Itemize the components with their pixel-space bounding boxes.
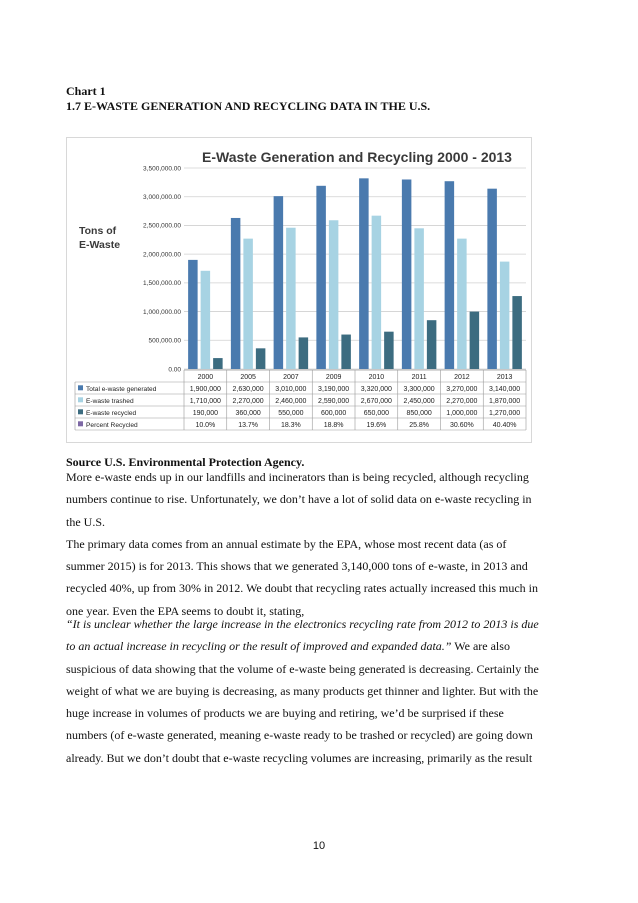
bar-total-e-waste-generated-2005 xyxy=(231,218,241,369)
table-cell: 2,460,000 xyxy=(275,397,307,405)
legend-swatch xyxy=(78,421,83,426)
text-line: summer 2015) is for 2013. This shows that we generated 3,140,000 tons of e-waste, in 2013 and xyxy=(66,559,528,574)
x-tick-label: 2000 xyxy=(197,374,214,381)
bar-e-waste-trashed-2005 xyxy=(243,239,253,369)
table-cell: 3,140,000 xyxy=(489,385,521,393)
bar-total-e-waste-generated-2007 xyxy=(274,196,284,369)
table-cell: 13.7% xyxy=(238,421,259,429)
quote-text: “It is unclear whether the large increase in the electronics recycling rate from 2012 to 2013 is due xyxy=(66,617,539,631)
table-cell: 600,000 xyxy=(320,409,347,417)
table-cell: 550,000 xyxy=(278,409,304,417)
y-axis-label: E-Waste xyxy=(79,239,121,251)
legend-swatch xyxy=(78,385,83,390)
bar-e-waste-trashed-2000 xyxy=(201,271,211,369)
bar-total-e-waste-generated-2009 xyxy=(316,186,326,369)
table-row-label: Percent Recycled xyxy=(86,421,138,429)
table-cell: 3,320,000 xyxy=(360,385,392,393)
table-cell: 40.40% xyxy=(492,421,517,429)
bar-total-e-waste-generated-2000 xyxy=(188,260,198,369)
bar-e-waste-trashed-2012 xyxy=(457,239,467,369)
table-cell: 2,630,000 xyxy=(232,385,264,393)
table-cell: 3,190,000 xyxy=(318,385,350,393)
table-cell: 360,000 xyxy=(235,409,261,417)
table-cell: 10.0% xyxy=(195,421,216,429)
paragraph-1 xyxy=(66,466,576,622)
table-cell: 3,300,000 xyxy=(403,385,435,393)
source-line: Source U.S. Environmental Protection Agency. xyxy=(66,455,305,469)
table-cell: 25.8% xyxy=(409,421,430,429)
x-tick-label: 2011 xyxy=(411,374,427,381)
bar-e-waste-recycled-2010 xyxy=(384,332,394,369)
table-cell: 1,710,000 xyxy=(189,397,221,405)
legend-swatch xyxy=(78,397,83,402)
table-cell: 2,590,000 xyxy=(318,397,350,405)
text-span: We are also xyxy=(451,639,510,654)
bar-e-waste-trashed-2007 xyxy=(286,228,296,369)
table-cell: 18.3% xyxy=(280,421,301,429)
table-cell: 1,270,000 xyxy=(489,409,521,417)
table-cell: 3,010,000 xyxy=(275,385,307,393)
table-cell: 1,870,000 xyxy=(489,397,521,405)
bar-total-e-waste-generated-2011 xyxy=(402,179,412,369)
quote-line xyxy=(66,635,578,657)
table-cell: 18.8% xyxy=(323,421,344,429)
page-number: 10 xyxy=(312,840,326,852)
table-cell: 2,450,000 xyxy=(403,397,435,405)
chart-title: E-Waste Generation and Recycling 2000 - 2013 xyxy=(202,149,512,165)
bar-e-waste-recycled-2011 xyxy=(427,320,437,369)
quote-paragraph xyxy=(66,613,578,769)
chart-figure xyxy=(66,137,532,443)
text-line: weight of what we are buying is decreasing, as many products get thinner and lighter. But with the xyxy=(66,683,539,698)
text-line: recycled 40%, up from 30% in 2012. We doubt that recycling rates actually increased this much in xyxy=(66,581,539,596)
chart-label: Chart 1 xyxy=(66,84,106,98)
x-tick-label: 2013 xyxy=(496,374,513,381)
bar-total-e-waste-generated-2010 xyxy=(359,178,369,369)
table-row-label: Total e-waste generated xyxy=(86,385,157,393)
quote-line xyxy=(66,613,578,635)
bar-total-e-waste-generated-2012 xyxy=(445,181,455,369)
table-cell: 2,270,000 xyxy=(232,397,264,405)
y-tick-label: 1,000,000.00 xyxy=(143,308,181,316)
x-tick-label: 2005 xyxy=(240,374,256,381)
table-cell: 650,000 xyxy=(363,409,390,417)
chart-svg xyxy=(67,138,533,444)
table-cell: 190,000 xyxy=(192,409,219,417)
bar-e-waste-trashed-2010 xyxy=(372,216,382,369)
text-line: one year. Even the EPA seems to doubt it, stating, xyxy=(66,603,305,618)
y-tick-label: 0.00 xyxy=(168,366,181,374)
table-cell: 2,670,000 xyxy=(360,397,392,405)
table-cell: 850,000 xyxy=(406,409,432,417)
bar-e-waste-recycled-2005 xyxy=(256,348,266,369)
bar-e-waste-recycled-2009 xyxy=(341,335,351,369)
bar-e-waste-trashed-2009 xyxy=(329,220,339,369)
y-tick-label: 2,500,000.00 xyxy=(143,222,181,230)
table-cell: 2,270,000 xyxy=(446,397,478,405)
bar-e-waste-trashed-2013 xyxy=(500,262,510,369)
text-line: The primary data comes from an annual estimate by the EPA, whose most recent data (as of xyxy=(66,536,507,551)
bar-e-waste-recycled-2012 xyxy=(470,312,480,369)
legend-swatch xyxy=(78,409,83,414)
text-line: numbers continue to rise. Unfortunately, we don’t have a lot of solid data on e-waste recycling in xyxy=(66,492,532,507)
y-tick-label: 3,000,000.00 xyxy=(143,194,181,202)
quote-text: to an actual increase in recycling or the result of improved and expanded data.” xyxy=(66,639,452,654)
table-cell: 19.6% xyxy=(366,421,387,429)
text-line: the U.S. xyxy=(66,514,105,529)
bar-total-e-waste-generated-2013 xyxy=(487,189,497,369)
y-tick-label: 2,000,000.00 xyxy=(143,251,181,259)
section-title: 1.7 E-WASTE GENERATION AND RECYCLING DATA IN THE U.S. xyxy=(66,99,431,113)
table-row-label: E-waste recycled xyxy=(86,409,137,417)
bar-e-waste-recycled-2000 xyxy=(213,358,223,369)
y-tick-label: 500,000.00 xyxy=(148,337,181,345)
bar-e-waste-recycled-2007 xyxy=(299,337,309,369)
table-cell: 1,000,000 xyxy=(446,409,478,417)
text-line: numbers (of e-waste generated, meaning e-waste ready to be trashed or recycled) are going down xyxy=(66,728,533,743)
y-axis-label: Tons of xyxy=(79,225,117,237)
table-cell: 30.60% xyxy=(450,421,474,429)
text-line: More e-waste ends up in our landfills and incinerators than is being recycled, although recycling xyxy=(66,470,529,484)
table-cell: 1,900,000 xyxy=(189,385,221,393)
x-tick-label: 2010 xyxy=(368,374,385,381)
table-row-label: E-waste trashed xyxy=(86,397,134,405)
text-line: already. But we don’t doubt that e-waste recycling volumes are increasing, primarily as the result xyxy=(66,750,533,765)
text-line: huge increase in volumes of products we are buying and retiring, we’d be surprised if these xyxy=(66,706,504,721)
x-tick-label: 2012 xyxy=(454,374,470,381)
bar-e-waste-recycled-2013 xyxy=(512,296,522,369)
x-tick-label: 2007 xyxy=(283,374,299,381)
y-tick-label: 3,500,000.00 xyxy=(143,165,181,173)
x-tick-label: 2009 xyxy=(325,374,342,381)
y-tick-label: 1,500,000.00 xyxy=(143,280,181,288)
bar-e-waste-trashed-2011 xyxy=(414,228,424,369)
table-cell: 3,270,000 xyxy=(446,385,478,393)
text-line: suspicious of data showing that the volume of e-waste being generated is decreasing. Certainly the xyxy=(66,661,539,676)
